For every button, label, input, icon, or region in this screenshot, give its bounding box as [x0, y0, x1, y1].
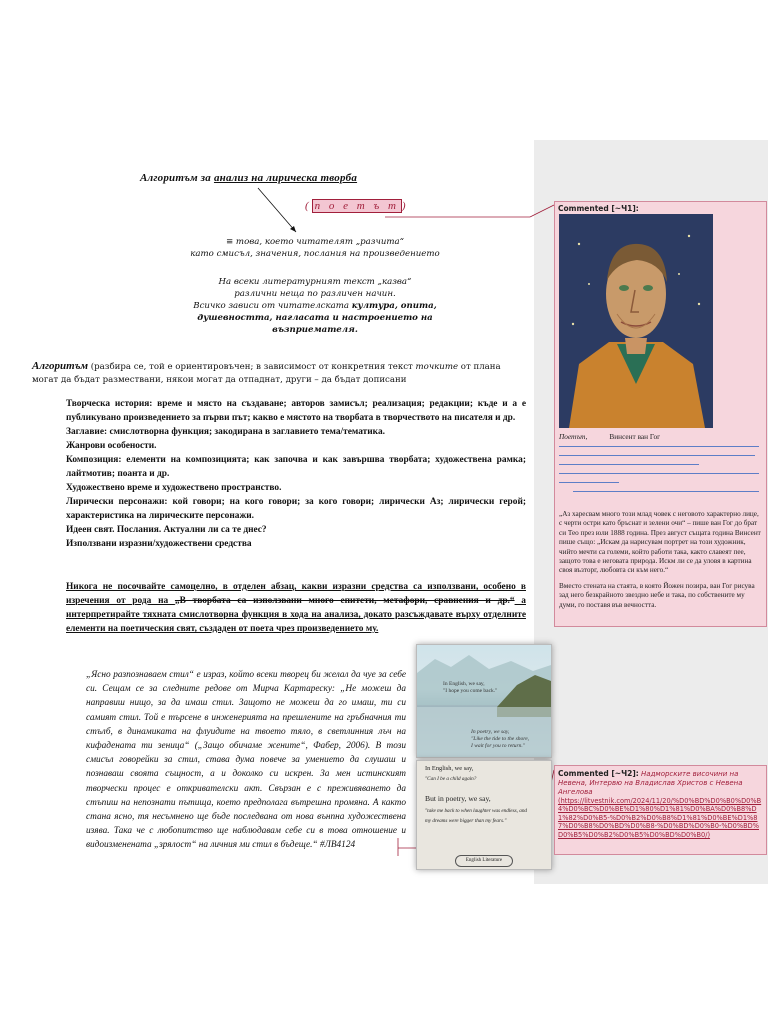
- list-item: Използвани изразни/художествени средства: [66, 539, 252, 549]
- comment-2-link[interactable]: (https://litvestnik.com/2024/11/20/%D0%BD%D0%B0%D0%B4%D0%BC%D0%BE%D1%80%D1%81%D0%BA%D0%B8%D1%82%D0%B5-%D0%B2%D0%B8%D1%81%D0%BE%D1%87%D0%B8%D0%BD%D0%B8-%D0%BD%D0%B0-%D0%BD%D0%B5%D0%B2%D0%B5%D0%BD%D0%B0/): [558, 797, 762, 839]
- card-1-line-3: In poetry, we say,: [471, 729, 510, 735]
- algorithm-list: [66, 397, 526, 551]
- card-2-line-2: "Can I be a child again?: [425, 776, 477, 782]
- portrait-caption: [559, 432, 660, 441]
- statement-line-3-text: Всичко зависи от читателската: [193, 301, 352, 311]
- list-item: Композиция: елементи на композицията; как започва и как завършва творбата; художествена рамка; лайтмотив; поанта и др.: [66, 455, 526, 479]
- comment-2-note: Надморските височини на Невена, Интервю на Владислав Христов с Невена Ангелова: [558, 770, 743, 796]
- comment-1-paragraph-2: Вместо стената на стаята, в която Йожен позира, ван Гог рисува зад него безкрайното звездно небе и така, по собствените му думи, го поставя във вечността.: [559, 581, 755, 609]
- statement-line-5: [190, 324, 440, 336]
- quote-paragraph: „Ясно разпознаваем стил“ е израз, който всеки творец би желал да чуе за себе си. Сещам се за следните редове от Мирча Картареску: „Не можеш да направиш нищо, за да имаш стил. Защото не можеш да го имаш, ти си самият стил. Той е търсене в инженерията на прешлените на гръбначния ти стълб, в динамиката на флуидите на твоето тяло, в светлинния лъч на кифадената ти зеница“ („Защо обичаме жените“, Фабер, 2006). В този смисъл говорейки за стил, става дума повече за умението да слушаш и познаваш своята същност, а и доколко си искрен. За мен истинският творчески процес е откривателски акт. Свързан е с преживяването да стъпиш на непознати пътища, което предполага вътрешна промяна. А както стана ясно, тя несъмнено ще бъде последвана от нова вънпна художествена изява. Така че с любопитство ще наблюдавам себе си в това отношение и видоизменената „зрялост“ на личния ми стил в бъдеще.“ #ЛВ4124: [86, 670, 406, 851]
- definition-line-2: като смисъл, значения, послания на произведението: [190, 249, 440, 259]
- statement-block: [190, 276, 440, 336]
- statement-line-2: различни неща по различен начин.: [234, 289, 396, 299]
- card-2-line-3: But in poetry, we say,: [425, 794, 491, 803]
- statement-line-3: [190, 300, 440, 312]
- card-1-text-bottom: [471, 729, 529, 750]
- comment-1-body: [559, 510, 761, 616]
- list-item: Художествено време и художествено пространство.: [66, 483, 282, 493]
- comment-2-balloon[interactable]: [554, 765, 767, 855]
- comment-2-content: [558, 769, 762, 839]
- warning-text-a: Никога не посочвайте самоцелно, в отделен абзац, какви изразни средства са използвани, особено в изречения от рода на: [66, 582, 526, 606]
- warning-struck-text: „В творбата са използвани много епитети, метафори, сравнения и др.“: [174, 596, 515, 606]
- poet-label[interactable]: п о е т ъ т: [312, 199, 402, 213]
- english-literature-button[interactable]: English Literature: [455, 855, 513, 867]
- poetry-image-card-1: [416, 644, 552, 758]
- definition-block: [190, 236, 440, 260]
- list-item: Жанрови особености.: [66, 441, 157, 451]
- warning-text-b: а интерпретирайте тяхната смислотворна функция в хода на анализа, докато разсъждавате върху отделните елементи на поетическия свят, създаден от поета чрез произведението му.: [66, 596, 526, 634]
- list-item: Идеен свят. Послания. Актуални ли са те днес?: [66, 525, 267, 535]
- algorithm-text-a: (разбира се, той е ориентировъчен; в зависимост от конкретния текст: [88, 362, 416, 372]
- comment-1-underline-lines: [559, 446, 761, 500]
- comment-2-header: Commented [~Ч2]:: [558, 769, 639, 778]
- portrait-illustration: [559, 214, 713, 428]
- document-title: [140, 172, 430, 184]
- card-2-line-1: In English, we say,: [425, 765, 474, 772]
- statement-line-1: На всеки литературният текст „казва“: [218, 277, 412, 287]
- title-prefix: Алгоритъм за: [140, 172, 214, 184]
- caption-name: Винсент ван Гог: [609, 432, 661, 441]
- comment-1-balloon[interactable]: [554, 201, 767, 627]
- definition-line-1: ≡ това, което читателят „разчита“: [225, 237, 405, 247]
- statement-line-3-bold: култура, опита,: [351, 301, 437, 311]
- algorithm-text-italic: точките: [415, 362, 459, 372]
- card-1-text-top: [443, 681, 497, 695]
- van-gogh-portrait-image: [559, 214, 713, 428]
- card-1-line-2: "I hope you come back.": [443, 688, 498, 694]
- title-underlined: анализ на лирическа творба: [213, 172, 358, 184]
- statement-line-4: [190, 312, 440, 324]
- card-2-line-5: my dreams were bigger than my fears.": [425, 818, 507, 824]
- caption-italic: Поетът,: [559, 432, 588, 441]
- card-1-line-1: In English, we say,: [443, 681, 485, 687]
- card-2-line-4: "take me back to when laughter was endless, and: [425, 808, 528, 814]
- comment-1-header: Commented [~Ч1]:: [558, 204, 639, 213]
- card-1-line-5: I wait for you to return.": [471, 743, 526, 749]
- poetry-image-card-2: [416, 760, 552, 870]
- card-1-line-4: "Like the tide to the shore,: [471, 736, 530, 742]
- poet-comment-anchor[interactable]: ( п о е т ъ т ): [305, 200, 409, 212]
- statement-line-5-bold: възприемателя.: [272, 325, 358, 335]
- comment-1-paragraph-1: „Аз харесвам много този млад човек с неговото характерно лице, с черти остри като бръснат и зелени очи“ – пише ван Гог до брат си Тео през юли 1888 година. През август същата година Винсент пише също: „Искам да нарисувам портрет на този художник, чийто мечти са големи, който работи така, както славеят пее, защото това е неговата природа. Искм ли се да уловя в картина своя възторг, любовта си към него.“: [559, 510, 761, 575]
- list-item: Творческа история: време и място на създаване; авторов замисъл; реализация; редакции; къде и а е публикувано произведението за първи път; какво е мястото на творбата в творчеството на писателя и др.: [66, 399, 526, 423]
- statement-line-4-bold: душевността, нагласата и настроението на: [197, 313, 433, 323]
- warning-paragraph: [66, 580, 526, 636]
- list-item: Лирически персонажи: кой говори; на кого говори; за кого говори; лирически Аз; лирически герой; характеристика на лирическите персонажи.: [66, 497, 526, 521]
- algorithm-text-b: от плана могат да бъдат размествани, някои могат да отпаднат, други – да бъдат дописани: [32, 362, 501, 385]
- list-item: Заглавие: смислотворна функция; закодирана в заглавието тема/тематика.: [66, 427, 385, 437]
- algorithm-paragraph: [32, 360, 527, 386]
- algorithm-lead: Алгоритъм: [32, 360, 89, 372]
